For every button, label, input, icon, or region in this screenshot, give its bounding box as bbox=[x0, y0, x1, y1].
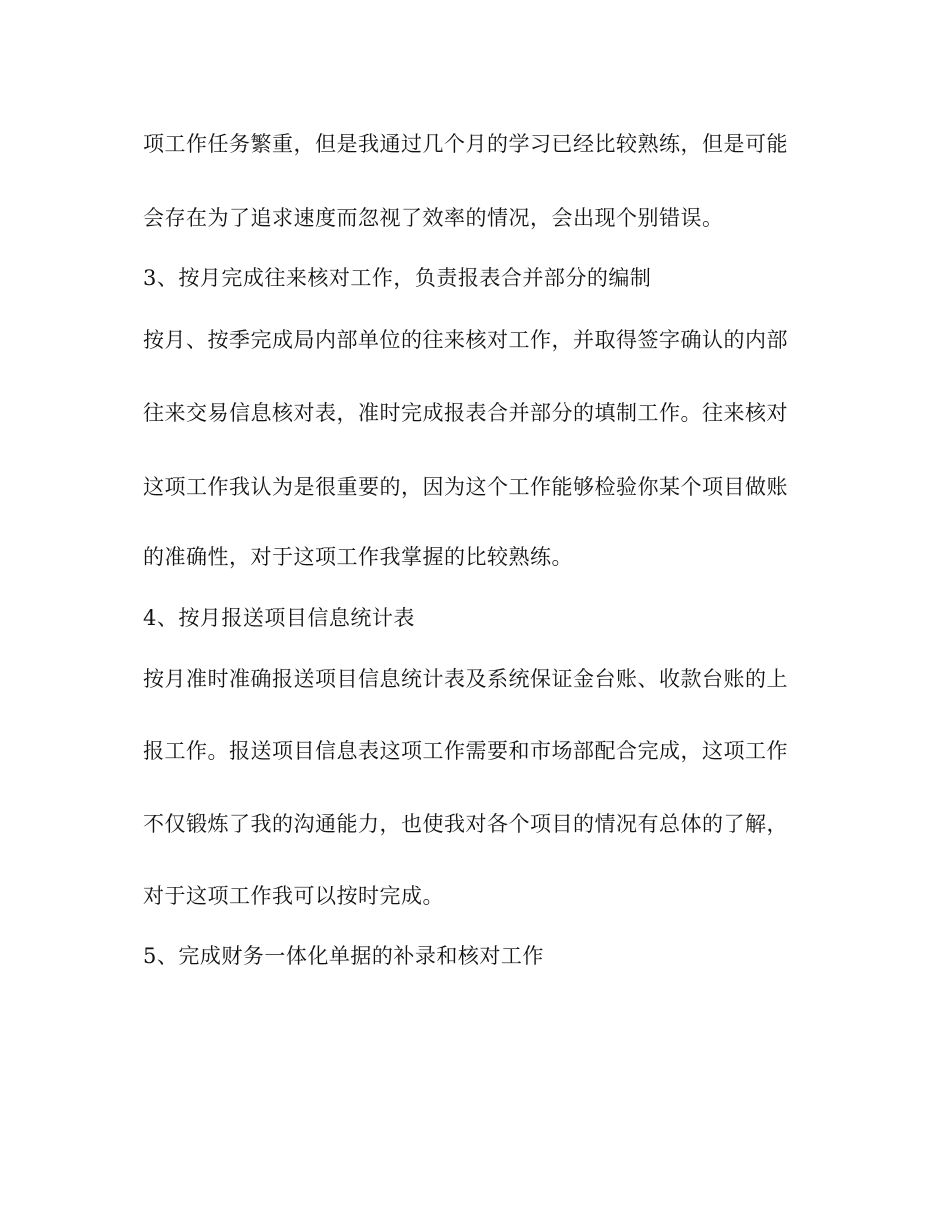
paragraph-line: 的准确性，对于这项工作我掌握的比较熟练。 bbox=[143, 545, 573, 569]
paragraph-line: 不仅锻炼了我的沟通能力，也使我对各个项目的情况有总体的了解， bbox=[143, 812, 788, 836]
paragraph-line: 按月准时准确报送项目信息统计表及系统保证金台账、收款台账的上 bbox=[143, 667, 788, 691]
section-heading: 4、按月报送项目信息统计表 bbox=[143, 606, 415, 630]
paragraph-line: 这项工作我认为是很重要的，因为这个工作能够检验你某个项目做账 bbox=[143, 475, 788, 499]
section-heading: 3、按月完成往来核对工作，负责报表合并部分的编制 bbox=[143, 266, 652, 290]
section-heading: 5、完成财务一体化单据的补录和核对工作 bbox=[143, 944, 544, 968]
paragraph-line: 对于这项工作我可以按时完成。 bbox=[143, 884, 444, 908]
paragraph-line: 项工作任务繁重，但是我通过几个月的学习已经比较熟练，但是可能 bbox=[143, 132, 788, 156]
paragraph-line: 按月、按季完成局内部单位的往来核对工作，并取得签字确认的内部 bbox=[143, 328, 788, 352]
paragraph-line: 会存在为了追求速度而忽视了效率的情况，会出现个别错误。 bbox=[143, 206, 724, 230]
paragraph-line: 报工作。报送项目信息表这项工作需要和市场部配合完成，这项工作 bbox=[143, 739, 788, 763]
paragraph-line: 往来交易信息核对表，准时完成报表合并部分的填制工作。往来核对 bbox=[143, 401, 788, 425]
